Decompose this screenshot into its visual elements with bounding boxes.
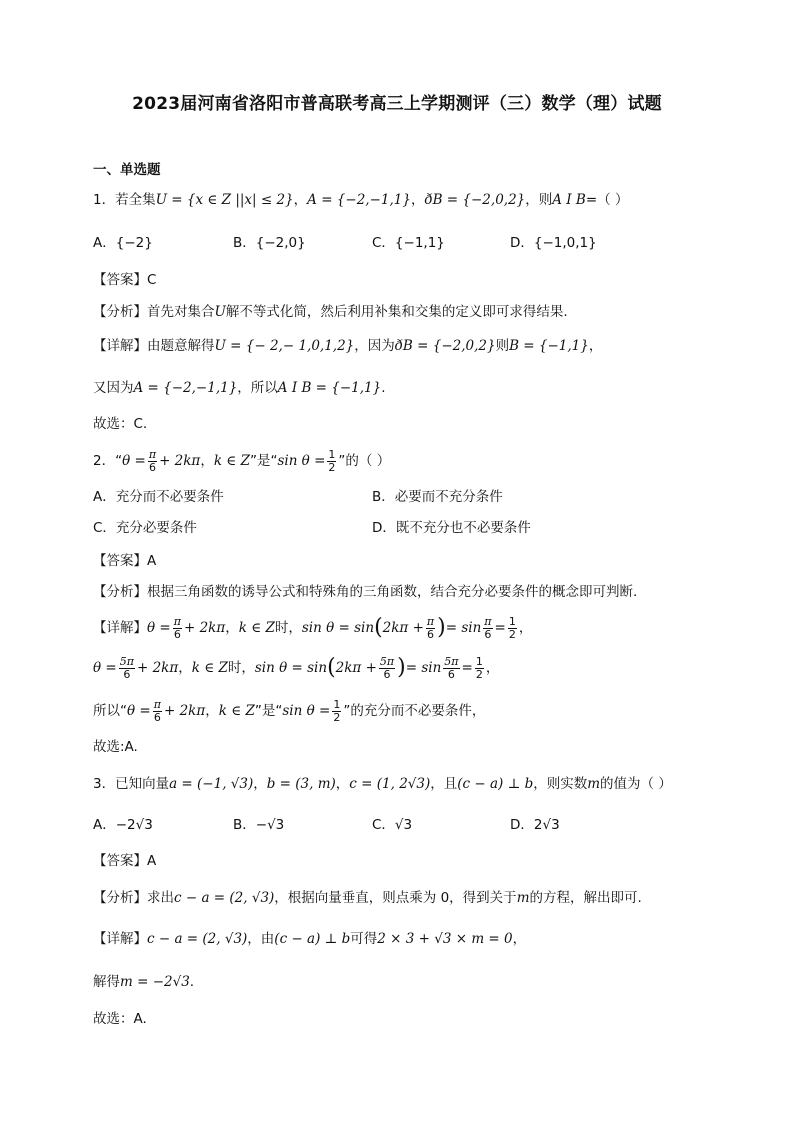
q2-d2-sin-den: 6: [447, 667, 455, 681]
q2-d2-inner-num: 5π: [379, 654, 395, 668]
q1-math-a: A = {−2,−1,1}: [307, 192, 411, 208]
q2-d2-half-den: 2: [475, 667, 483, 681]
q2-d1-sin-den: 6: [484, 627, 492, 641]
q2-d2-sin: sin θ = sin: [254, 660, 328, 676]
q2-d1-kz: k ∈ Z: [238, 620, 275, 636]
q2-d1-2kpi: + 2kπ: [183, 620, 226, 636]
q2-d1-when: 时，: [274, 620, 302, 636]
q2-option-a[interactable]: A．充分而不必要条件: [93, 489, 224, 505]
q2-detail-1: [93, 612, 532, 644]
q2-d3-half-num: 1: [333, 697, 341, 711]
q3-analysis: [93, 888, 642, 908]
q2-d2-lparen: (: [327, 655, 336, 680]
q2-d2-frac-den: 6: [123, 667, 131, 681]
q3-analysis-label: 【分析】: [93, 890, 147, 906]
q2-d3-kz: k ∈ Z: [218, 703, 255, 719]
q2-d1-half-num: 1: [508, 614, 516, 628]
q2-d3-2kpi: + 2kπ: [163, 703, 206, 719]
q1-option-a[interactable]: A．{−2}: [93, 235, 153, 251]
q1-end: =（ ）: [585, 192, 629, 208]
q3-option-d[interactable]: D．2√3: [510, 817, 560, 833]
q3-answer: 【答案】A: [93, 853, 157, 869]
q2-d1-inner-den: 6: [427, 627, 435, 641]
q1-detail1-m1: U = {− 2,− 1,0,1,2}: [214, 338, 355, 354]
q2-sin-eq: sin θ =: [277, 453, 326, 469]
q2-d2-inner-frac: [379, 656, 395, 681]
q2-detail-label: 【详解】: [93, 620, 147, 636]
q3-option-b[interactable]: B．−√3: [233, 817, 285, 833]
q2-d1-lparen: (: [374, 615, 383, 640]
q2-d1-half: [508, 616, 517, 641]
q2-d2-comma: ，: [178, 660, 192, 676]
q2-option-b[interactable]: B．必要而不充分条件: [372, 489, 503, 505]
q3-vec-b: b = (3, m): [266, 776, 336, 792]
q1-analysis-label: 【分析】: [93, 304, 147, 320]
q2-d1-sin-frac: [483, 616, 492, 641]
q2-mid: ，: [200, 453, 214, 469]
q2-d2-half: [475, 656, 484, 681]
q2-d1-end: ，: [518, 620, 533, 636]
q1-analysis-post: 解不等式化简，然后利用补集和交集的定义即可求得结果.: [225, 304, 568, 320]
q2-end: ”的（ ）: [338, 453, 391, 469]
q2-d2-half-num: 1: [475, 654, 483, 668]
q3-d1-mid: ，由: [247, 931, 275, 947]
q3-analysis-math: c − a = (2, √3): [174, 890, 275, 906]
q2-d2-inner: 2kπ +: [335, 660, 377, 676]
q3-choice: 故选：A.: [93, 1011, 147, 1027]
q2-frac-den: 6: [148, 460, 156, 474]
section-heading: 一、单选题: [93, 162, 161, 178]
q3-d1-mid2: 可得: [350, 931, 378, 947]
q1-answer: 【答案】C: [93, 272, 157, 288]
q3-analysis-pre: 求出: [147, 890, 174, 906]
q2-d3-pre: 所以“: [93, 703, 127, 719]
q2-d2-frac: [119, 656, 135, 681]
q1-detail-1: [93, 336, 602, 356]
question-3-stem: [93, 774, 672, 794]
q2-d3-frac: [153, 699, 162, 724]
q1-detail1-end: ，: [588, 338, 603, 354]
q3-option-a[interactable]: A．−2√3: [93, 817, 153, 833]
q2-d1-sin-num: π: [484, 614, 492, 628]
q2-d2-sin-frac: [443, 656, 459, 681]
q2-d1-inner: 2kπ +: [382, 620, 424, 636]
q3-vec-c: c = (1, 2√3): [349, 776, 431, 792]
q1-detail1-mid: ，因为: [354, 338, 395, 354]
q2-d1-rparen: ): [437, 615, 446, 640]
q2-d2-2kpi: + 2kπ: [136, 660, 179, 676]
q1-option-d[interactable]: D．{−1,0,1}: [510, 235, 597, 251]
q3-d1-end: ，: [512, 931, 527, 947]
q1-sep2: ，: [410, 192, 425, 208]
q1-detail1-m3: B = {−1,1}: [509, 338, 589, 354]
q2-analysis-text: 根据三角函数的诱导公式和特殊角的三角函数，结合充分必要条件的概念即可判断.: [147, 584, 638, 600]
q1-sep1: ，: [293, 192, 308, 208]
q1-option-c[interactable]: C．{−1,1}: [372, 235, 445, 251]
q2-analysis: [93, 582, 637, 602]
q3-d1-m2: (c − a) ⊥ b: [274, 931, 351, 947]
q2-d2-eq: =: [461, 660, 473, 676]
q2-d3-comma: ，: [205, 703, 219, 719]
q3-sep2: ，: [335, 776, 350, 792]
q1-analysis-pre: 首先对集合: [147, 304, 215, 320]
q1-detail-label: 【详解】: [93, 338, 147, 354]
q1-detail1-pre: 由题意解得: [147, 338, 215, 354]
q2-d3-half: [332, 699, 341, 724]
q2-d1-eqsin: = sin: [445, 620, 482, 636]
page-title: 2023届河南省洛阳市普高联考高三上学期测评（三）数学（理）试题: [132, 94, 662, 114]
q1-detail1-mid2: 则: [495, 338, 510, 354]
q2-choice: 故选:A.: [93, 739, 138, 755]
q3-vec-a: a = (−1, √3): [169, 776, 254, 792]
q3-mid2: ，则实数: [533, 776, 588, 792]
q2-d1-frac-num: π: [173, 614, 181, 628]
question-1-stem: [93, 190, 628, 210]
q3-mid: ，且: [430, 776, 458, 792]
q2-option-c[interactable]: C．充分必要条件: [93, 520, 197, 536]
q2-frac2-num: 1: [328, 447, 336, 461]
q2-d1-half-den: 2: [508, 627, 516, 641]
q2-d1-theta: θ =: [147, 620, 171, 636]
q1-detail2-m1: A = {−2,−1,1}: [133, 380, 238, 396]
q2-d2-when: 时，: [227, 660, 255, 676]
q2-d2-end: ，: [485, 660, 500, 676]
q3-d2-end: .: [189, 974, 195, 990]
q2-d2-rparen: ): [397, 655, 406, 680]
q1-analysis: [93, 302, 568, 322]
q3-detail-1: [93, 929, 526, 949]
q2-d2-inner-den: 6: [383, 667, 391, 681]
q2-d3-is: ”是“: [254, 703, 283, 719]
q3-d2-pre: 解得: [93, 974, 120, 990]
q3-perp: (c − a) ⊥ b: [457, 776, 534, 792]
q2-theta-eq: θ =: [122, 453, 146, 469]
q3-d1-m3: 2 × 3 + √3 × m = 0: [377, 931, 513, 947]
q2-frac-pi6: [148, 449, 157, 474]
q2-d1-sin: sin θ = sin: [301, 620, 375, 636]
q2-detail-3: [93, 696, 485, 726]
q1-detail2-mid: ，所以: [237, 380, 278, 396]
q3-option-c[interactable]: C．√3: [372, 817, 413, 833]
q1-prefix: 1．若全集: [93, 192, 156, 208]
q2-d2-frac-num: 5π: [119, 654, 134, 668]
question-2-stem: [93, 446, 390, 476]
q1-detail1-m2: ðB = {−2,0,2}: [394, 338, 496, 354]
q1-detail2-end: .: [381, 380, 386, 396]
q2-d1-frac: [173, 616, 182, 641]
q1-detail-2: [93, 378, 386, 398]
q2-d1-eq: =: [494, 620, 506, 636]
q2-answer: 【答案】A: [93, 553, 157, 569]
q1-choice: 故选：C.: [93, 416, 148, 432]
q1-math-b: B = {−2,0,2}: [432, 192, 526, 208]
q2-prefix: 2．“: [93, 453, 123, 469]
q1-detail2-pre: 又因为: [93, 380, 134, 396]
q1-math-complement: ð: [424, 192, 433, 208]
q2-frac-num: π: [148, 447, 157, 461]
q2-frac2-den: 2: [328, 460, 336, 474]
q2-d3-end: ”的充分而不必要条件，: [343, 703, 486, 719]
q2-d1-frac-den: 6: [173, 627, 181, 641]
q3-analysis-post: 的方程，解出即可.: [529, 890, 642, 906]
q2-d2-eqsin: = sin: [405, 660, 442, 676]
q2-d2-sin-num: 5π: [444, 654, 459, 668]
q3-analysis-var: m: [516, 890, 530, 906]
q3-end: 的值为（ ）: [600, 776, 672, 792]
q3-sep1: ，: [253, 776, 267, 792]
q3-d1-m1: c − a = (2, √3): [147, 931, 248, 947]
q3-var-m: m: [587, 776, 601, 792]
q2-d1-inner-frac: [426, 616, 435, 641]
q1-detail2-m2: A I B = {−1,1}: [277, 380, 382, 396]
q1-option-b[interactable]: B．{−2,0}: [233, 235, 306, 251]
q2-d3-frac-den: 6: [153, 710, 161, 724]
q2-mid2: ”是“: [249, 453, 278, 469]
q2-detail-2: [93, 652, 499, 684]
q2-analysis-label: 【分析】: [93, 584, 147, 600]
q2-d2-theta: θ =: [93, 660, 117, 676]
q1-math-aib: A I B: [552, 192, 586, 208]
q2-option-d[interactable]: D．既不充分也不必要条件: [372, 520, 531, 536]
q1-suffix: ，则: [525, 192, 553, 208]
q3-detail-2: [93, 972, 194, 992]
q3-detail-label: 【详解】: [93, 931, 147, 947]
q1-math-u: U = {x ∈ Z ||x| ≤ 2}: [155, 192, 294, 208]
q2-d3-frac-num: π: [153, 697, 161, 711]
q2-d1-comma: ，: [225, 620, 239, 636]
q1-analysis-var: U: [214, 304, 226, 320]
q3-analysis-mid: ，根据向量垂直，则点乘为 0，得到关于: [274, 890, 517, 906]
q3-prefix: 3．已知向量: [93, 776, 170, 792]
q3-d2-math: m = −2√3: [120, 974, 190, 990]
q2-d3-theta: θ =: [127, 703, 151, 719]
q2-k-in-z: k ∈ Z: [213, 453, 250, 469]
q2-plus-2kpi: + 2kπ: [159, 453, 201, 469]
q2-d1-inner-num: π: [426, 614, 435, 628]
q2-frac-half: [327, 449, 336, 474]
q2-d2-kz: k ∈ Z: [191, 660, 228, 676]
q2-d3-half-den: 2: [333, 710, 341, 724]
q2-d3-sin: sin θ =: [282, 703, 331, 719]
